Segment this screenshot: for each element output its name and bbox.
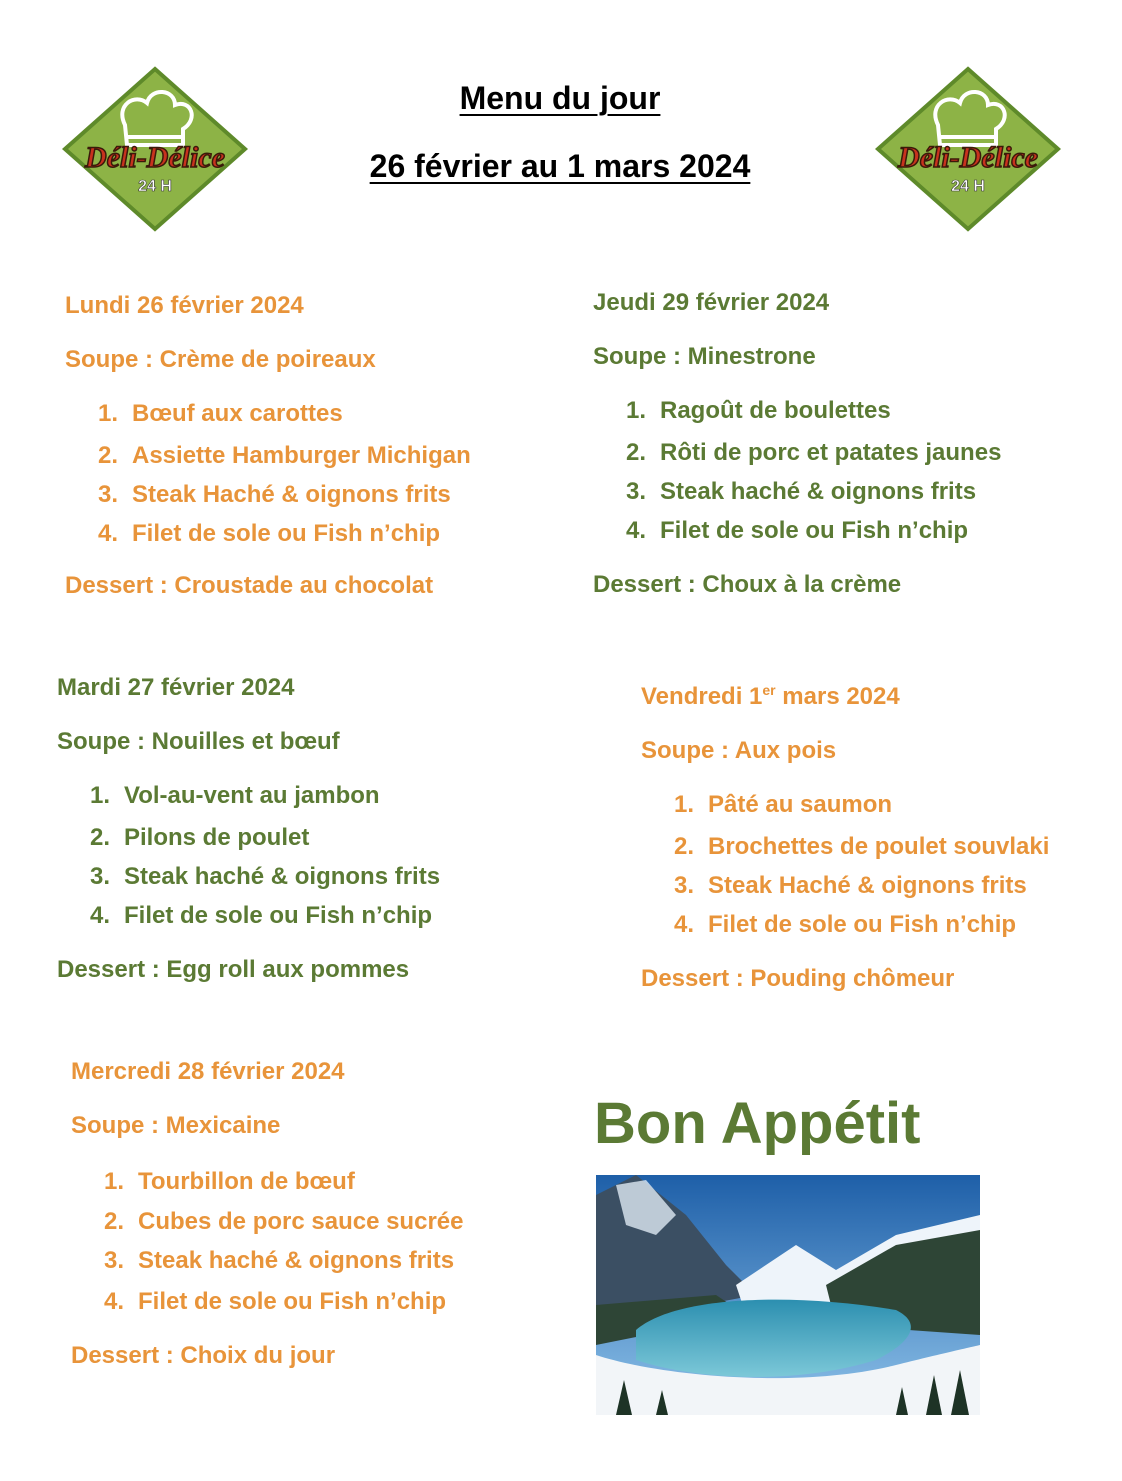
menu-item: 3. Steak haché & oignons frits — [104, 1247, 455, 1274]
day-dessert: Dessert : Egg roll aux pommes — [57, 956, 410, 983]
logo-right — [868, 65, 1068, 235]
day-dessert: Dessert : Choix du jour — [71, 1342, 336, 1369]
menu-item: 2. Brochettes de poulet souvlaki — [674, 833, 1050, 860]
date-range: 26 février au 1 mars 2024 — [369, 148, 751, 184]
day-dessert: Dessert : Pouding chômeur — [641, 965, 955, 992]
day-soupe: Soupe : Nouilles et bœuf — [57, 728, 340, 755]
day-soupe: Soupe : Crème de poireaux — [65, 346, 376, 373]
day-date: Mercredi 28 février 2024 — [71, 1058, 345, 1085]
menu-item: 1. Pâté au saumon — [674, 791, 893, 818]
menu-item: 4. Filet de sole ou Fish n’chip — [90, 902, 433, 929]
page-title: Menu du jour — [459, 80, 661, 116]
menu-item: 2. Pilons de poulet — [90, 824, 310, 851]
svg-text:24 H: 24 H — [138, 178, 172, 195]
bon-appetit-heading: Bon Appétit — [594, 1091, 921, 1156]
svg-text:24 H: 24 H — [951, 178, 985, 195]
menu-item: 3. Steak Haché & oignons frits — [674, 872, 1027, 899]
menu-item: 1. Tourbillon de bœuf — [104, 1168, 355, 1195]
menu-item: 4. Filet de sole ou Fish n’chip — [626, 517, 969, 544]
menu-item: 2. Assiette Hamburger Michigan — [98, 442, 471, 469]
menu-item: 3. Steak haché & oignons frits — [90, 863, 441, 890]
menu-item: 1. Ragoût de boulettes — [626, 397, 891, 424]
menu-item: 3. Steak Haché & oignons frits — [98, 481, 451, 508]
lake-mountain-photo — [596, 1175, 980, 1415]
day-soupe: Soupe : Aux pois — [641, 737, 837, 764]
menu-item: 4. Filet de sole ou Fish n’chip — [674, 911, 1017, 938]
day-dessert: Dessert : Choux à la crème — [593, 571, 902, 598]
svg-text:Déli-Délice: Déli-Délice — [898, 141, 1038, 174]
day-soupe: Soupe : Mexicaine — [71, 1112, 281, 1139]
menu-item: 2. Rôti de porc et patates jaunes — [626, 439, 1002, 466]
day-soupe: Soupe : Minestrone — [593, 343, 816, 370]
day-dessert: Dessert : Croustade au chocolat — [65, 572, 434, 599]
svg-text:Déli-Délice: Déli-Délice — [85, 141, 225, 174]
day-date: Vendredi 1er mars 2024 — [641, 682, 900, 710]
menu-item: 4. Filet de sole ou Fish n’chip — [104, 1288, 447, 1315]
menu-item: 2. Cubes de porc sauce sucrée — [104, 1208, 464, 1235]
menu-item: 4. Filet de sole ou Fish n’chip — [98, 520, 441, 547]
menu-item: 1. Bœuf aux carottes — [98, 400, 343, 427]
menu-item: 1. Vol-au-vent au jambon — [90, 782, 380, 809]
day-date: Lundi 26 février 2024 — [65, 292, 304, 319]
logo-left — [55, 65, 255, 235]
day-date: Jeudi 29 février 2024 — [593, 289, 830, 316]
day-date: Mardi 27 février 2024 — [57, 674, 295, 701]
menu-item: 3. Steak haché & oignons frits — [626, 478, 977, 505]
